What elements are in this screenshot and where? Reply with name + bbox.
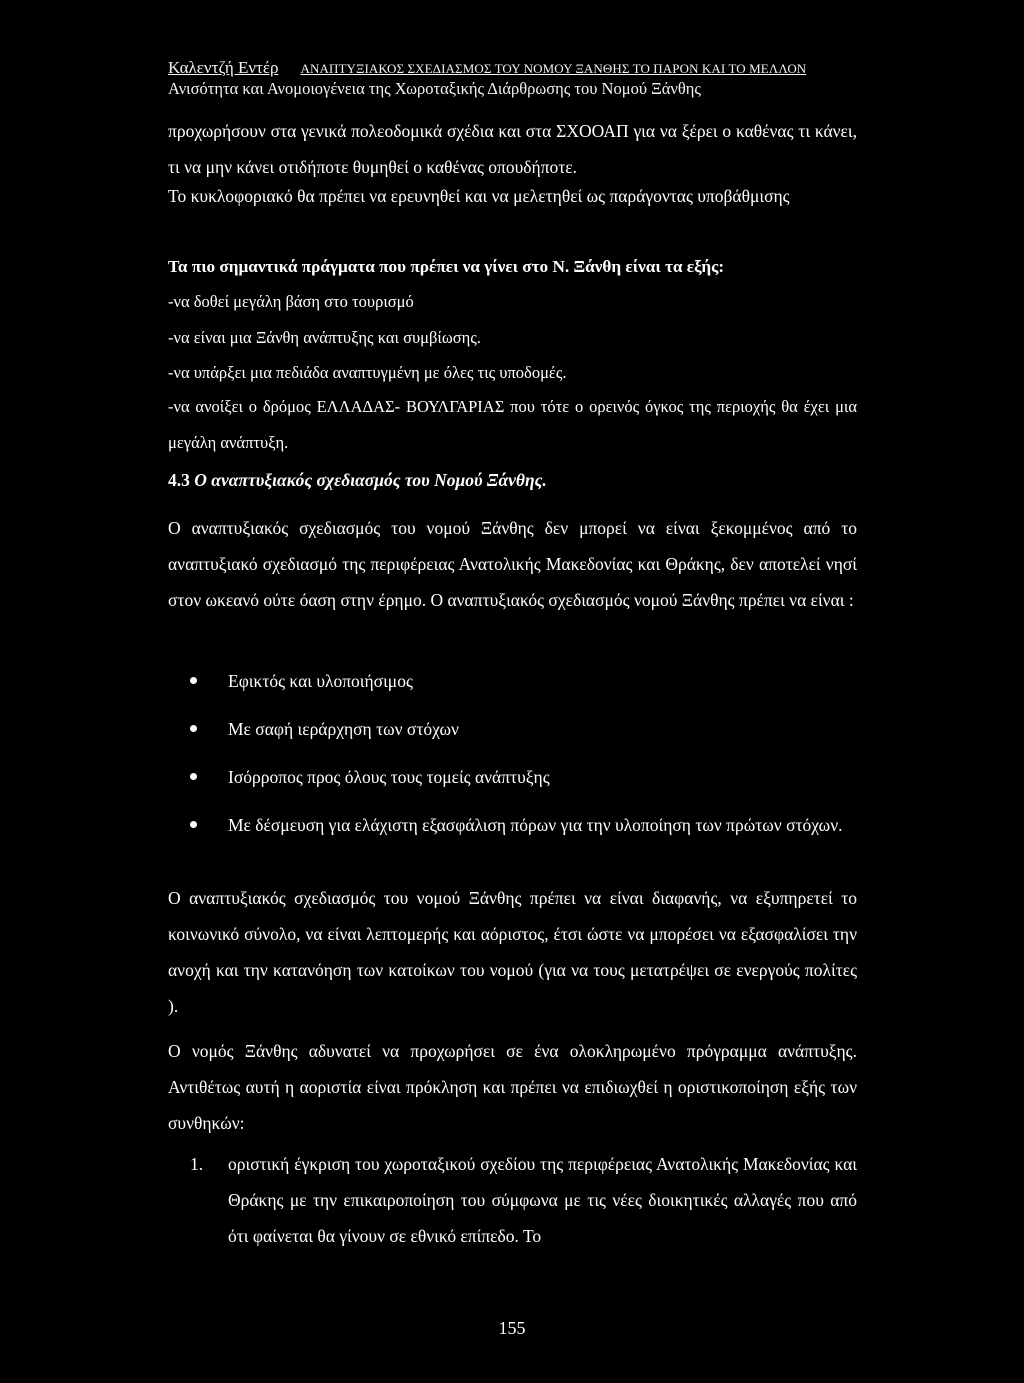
header-line-1 [168, 58, 868, 79]
paragraph-2: Το κυκλοφοριακό θα πρέπει να ερευνηθεί και να μελετηθεί ως παράγοντας υποβάθμισης [168, 186, 790, 206]
dash-item-4: -να ανοίξει ο δρόμος ΕΛΛΑΔΑΣ- ΒΟΥΛΓΑΡΙΑΣ που τότε ο ορεινός όγκος της περιοχής θα έχει μια μεγάλη ανάπτυξη. [168, 397, 857, 452]
list-item-number: 1. [190, 1154, 204, 1174]
list-item [190, 711, 857, 747]
dash-item-3: -να υπάρξει μια πεδιάδα αναπτυγμένη με όλες τις υποδομές. [168, 363, 567, 382]
header-author: Καλεντζή Εντέρ [168, 58, 279, 77]
section-title: Ο αναπτυξιακός σχεδιασμός του Νομού Ξάνθης. [194, 470, 547, 490]
bullet-icon [190, 773, 197, 780]
paragraph-6: Ο νομός Ξάνθης αδυνατεί να προχωρήσει σε ένα ολοκληρωμένο πρόγραμμα ανάπτυξης. Αντιθέτως αυτή η αοριστία είναι πρόκληση και πρέπει να επιδιωχθεί η οριστικοποίηση εξής των συνθηκών: [168, 1041, 857, 1133]
list-item [190, 663, 857, 699]
list-item [190, 759, 857, 795]
list-item-text: Με σαφή ιεράρχηση των στόχων [228, 719, 459, 739]
list-item-text: Εφικτός και υλοποιήσιμος [228, 671, 413, 691]
bullet-icon [190, 677, 197, 684]
list-item [190, 1146, 857, 1254]
header-subtitle: Ανισότητα και Ανομοιογένεια της Χωροταξικής Διάρθρωσης του Νομού Ξάνθης [168, 79, 701, 98]
list-item [190, 807, 857, 843]
bullet-icon [190, 821, 197, 828]
paragraph-4: Ο αναπτυξιακός σχεδιασμός του νομού Ξάνθης δεν μπορεί να είναι ξεκομμένος από το αναπτυξιακό σχεδιασμό της περιφέρειας Ανατολικής Μακεδονίας και Θράκης, δεν αποτελεί νησί στον ωκεανό ούτε όαση στην έρημο. Ο αναπτυξιακός σχεδιασμός νομού Ξάνθης πρέπει να είναι : [168, 518, 857, 610]
dash-item-2: -να είναι μια Ξάνθη ανάπτυξης και συμβίωσης. [168, 328, 481, 347]
list-item-text: οριστική έγκριση του χωροταξικού σχεδίου της περιφέρειας Ανατολικής Μακεδονίας και Θράκης με την επικαιροποίηση του σύμφωνα με τις νέες διοικητικές αλλαγές που από ότι φαίνεται θα γίνουν σε εθνικό επίπεδο. Το [228, 1154, 857, 1246]
section-heading [168, 470, 547, 491]
header-document-title: ΑΝΑΠΤΥΞΙΑΚΟΣ ΣΧΕΔΙΑΣΜΟΣ ΤΟΥ ΝΟΜΟΥ ΞΑΝΘΗΣ ΤΟ ΠΑΡΟΝ ΚΑΙ ΤΟ ΜΕΛΛΟΝ [300, 61, 807, 76]
bullet-icon [190, 725, 197, 732]
paragraph-1: προχωρήσουν στα γενικά πολεοδομικά σχέδια και στα ΣΧΟΟΑΠ για να ξέρει ο καθένας τι κάνει, τι να μην κάνει οτιδήποτε θυμηθεί ο καθένας οπουδήποτε. [168, 121, 857, 177]
page-number: 155 [498, 1318, 526, 1338]
list-item-text: Ισόρροπος προς όλους τους τομείς ανάπτυξης [228, 767, 550, 787]
numbered-list [190, 1146, 857, 1254]
section-number: 4.3 [168, 470, 190, 490]
running-header [168, 58, 868, 98]
list-item-text: Με δέσμευση για ελάχιστη εξασφάλιση πόρων για την υλοποίηση των πρώτων στόχων. [228, 815, 843, 835]
paragraph-key-points: Τα πιο σημαντικά πράγματα που πρέπει να γίνει στο Ν. Ξάνθη είναι τα εξής: [168, 257, 725, 276]
bullet-list [190, 663, 857, 843]
paragraph-5: Ο αναπτυξιακός σχεδιασμός του νομού Ξάνθης πρέπει να είναι διαφανής, να εξυπηρετεί το κοινωνικό σύνολο, να είναι λεπτομερής και αόριστος, έτσι ώστε να μπορέσει να εξασφαλίσει την ανοχή και την κατανόηση των κατοίκων του νομού (για να τους μετατρέψει σε ενεργούς πολίτες ). [168, 888, 857, 1016]
dash-item-1: -να δοθεί μεγάλη βάση στο τουρισμό [168, 292, 414, 311]
